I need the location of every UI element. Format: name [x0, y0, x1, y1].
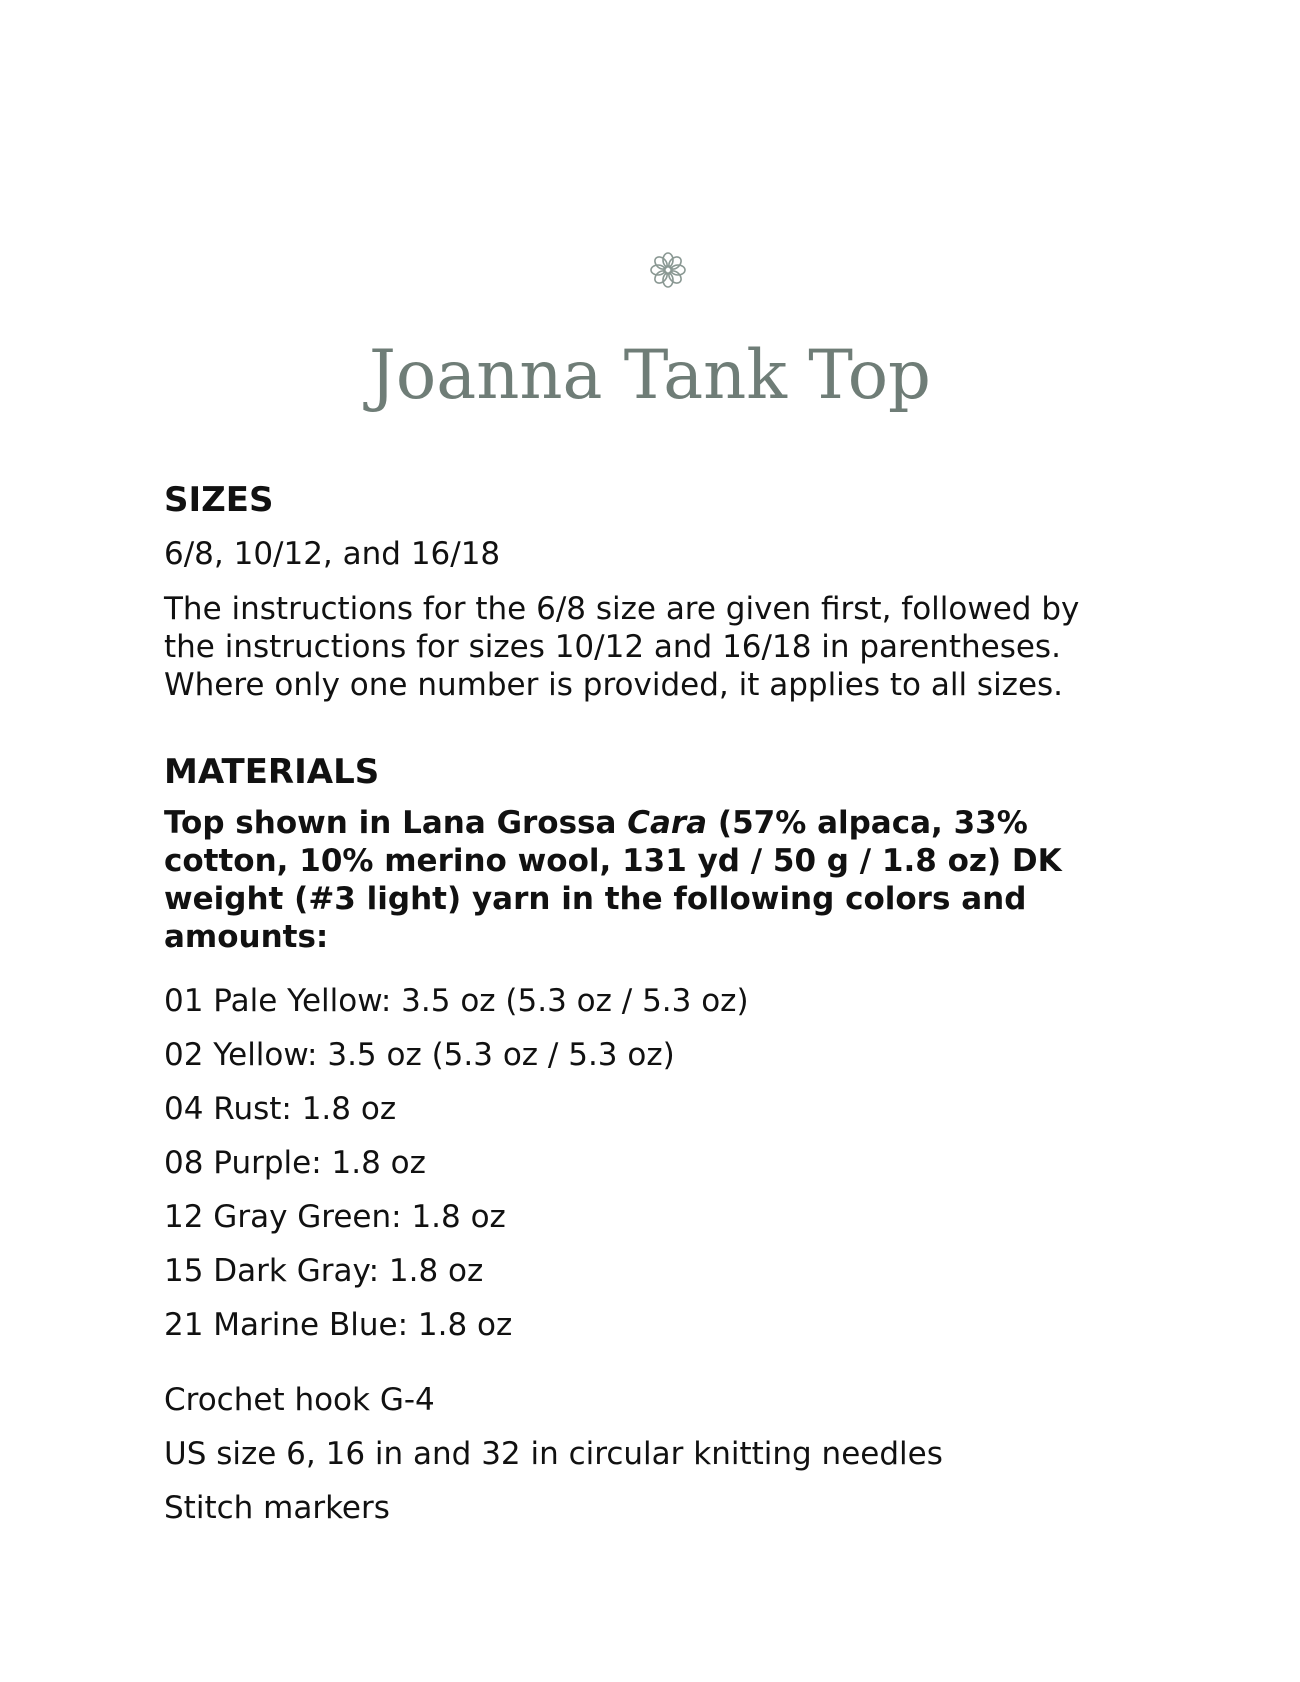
flower-ornament-icon — [648, 250, 688, 290]
yarn-description-line: cotton, 10% merino wool, 131 yd / 50 g / 1.8 oz) DK — [164, 843, 1062, 879]
yarn-text: Top shown in Lana Grossa — [164, 805, 628, 841]
yarn-description-line: amounts: — [164, 919, 329, 955]
sizes-instructions-line: The instructions for the 6/8 size are given first, followed by — [164, 591, 1080, 627]
color-list-item: 04 Rust: 1.8 oz — [164, 1091, 397, 1127]
sizes-heading: SIZES — [164, 480, 274, 520]
tool-list-item: Stitch markers — [164, 1490, 390, 1526]
sizes-instructions-line: Where only one number is provided, it applies to all sizes. — [164, 667, 1064, 703]
color-list-item: 15 Dark Gray: 1.8 oz — [164, 1253, 484, 1289]
sizes-values: 6/8, 10/12, and 16/18 — [164, 536, 501, 572]
yarn-text: (57% alpaca, 33% — [707, 805, 1028, 841]
yarn-description-line: weight (#3 light) yarn in the following colors and — [164, 881, 1027, 917]
page-title: Joanna Tank Top — [369, 336, 931, 414]
color-list-item: 08 Purple: 1.8 oz — [164, 1145, 426, 1181]
yarn-description-line — [164, 804, 1136, 842]
color-list-item: 02 Yellow: 3.5 oz (5.3 oz / 5.3 oz) — [164, 1037, 675, 1073]
color-list-item: 01 Pale Yellow: 3.5 oz (5.3 oz / 5.3 oz) — [164, 983, 749, 1019]
materials-heading: MATERIALS — [164, 752, 380, 792]
sizes-instructions-line: the instructions for sizes 10/12 and 16/18 in parentheses. — [164, 629, 1061, 665]
tool-list-item: Crochet hook G-4 — [164, 1382, 435, 1418]
sizes-instructions — [164, 590, 1136, 704]
color-list-item: 21 Marine Blue: 1.8 oz — [164, 1307, 513, 1343]
yarn-description — [164, 804, 1136, 956]
tool-list-item: US size 6, 16 in and 32 in circular knitting needles — [164, 1436, 943, 1472]
yarn-brand-name: Cara — [627, 805, 708, 841]
color-list-item: 12 Gray Green: 1.8 oz — [164, 1199, 506, 1235]
